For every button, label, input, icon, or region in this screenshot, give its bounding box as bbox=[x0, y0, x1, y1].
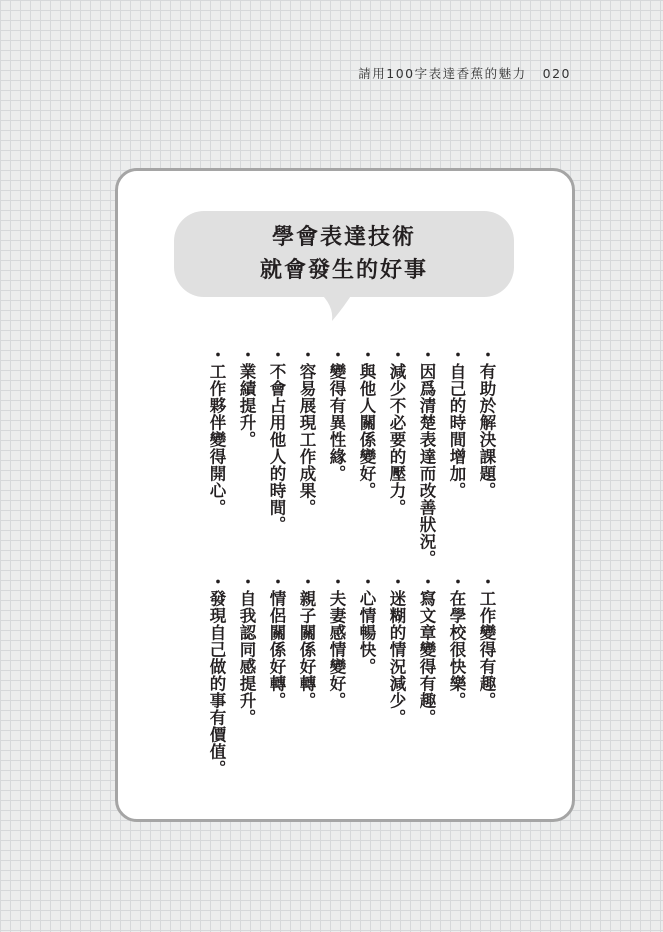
benefit-text: 親子關係好轉。 bbox=[297, 590, 316, 709]
bullet-dot: ・ bbox=[237, 573, 256, 590]
bullet-dot: ・ bbox=[477, 346, 496, 363]
benefit-item bbox=[262, 573, 290, 709]
bullet-dot: ・ bbox=[237, 346, 256, 363]
benefit-item bbox=[442, 573, 470, 709]
benefit-text: 情侶關係好轉。 bbox=[267, 590, 286, 709]
bullet-dot: ・ bbox=[297, 346, 316, 363]
page-number: 020 bbox=[542, 66, 571, 81]
bullet-dot: ・ bbox=[267, 573, 286, 590]
running-header bbox=[358, 64, 571, 82]
bullet-dot: ・ bbox=[447, 346, 466, 363]
benefit-text: 迷糊的情況減少。 bbox=[387, 590, 406, 726]
benefit-item bbox=[352, 573, 380, 675]
benefit-text: 自己的時間增加。 bbox=[447, 363, 466, 499]
speech-bubble-tail-icon bbox=[318, 291, 354, 323]
benefit-text: 因爲清楚表達而改善狀況。 bbox=[417, 363, 436, 567]
benefit-item bbox=[472, 346, 500, 499]
benefit-text: 工作夥伴變得開心。 bbox=[207, 363, 226, 516]
book-title: 請用100字表達香蕉的魅力 bbox=[358, 66, 527, 81]
bubble-title-line-1: 學會表達技術 bbox=[271, 225, 416, 250]
bullet-dot: ・ bbox=[387, 573, 406, 590]
benefit-text: 減少不必要的壓力。 bbox=[387, 363, 406, 516]
benefit-text: 業績提升。 bbox=[237, 363, 256, 448]
bullet-dot: ・ bbox=[327, 346, 346, 363]
benefit-text: 自我認同感提升。 bbox=[237, 590, 256, 726]
bullet-dot: ・ bbox=[207, 346, 226, 363]
benefit-text: 不會占用他人的時間。 bbox=[267, 363, 286, 533]
bullet-dot: ・ bbox=[417, 346, 436, 363]
bullet-dot: ・ bbox=[297, 573, 316, 590]
benefit-text: 心情暢快。 bbox=[357, 590, 376, 675]
bullet-dot: ・ bbox=[357, 346, 376, 363]
speech-bubble bbox=[174, 211, 514, 297]
benefit-item bbox=[232, 573, 260, 726]
bullet-dot: ・ bbox=[417, 573, 436, 590]
benefit-text: 容易展現工作成果。 bbox=[297, 363, 316, 516]
bubble-title-line-2: 就會發生的好事 bbox=[259, 258, 428, 283]
benefit-item bbox=[262, 346, 290, 533]
bullet-dot: ・ bbox=[357, 573, 376, 590]
benefit-item bbox=[232, 346, 260, 448]
bullet-dot: ・ bbox=[207, 573, 226, 590]
benefit-item bbox=[322, 573, 350, 709]
benefit-item bbox=[292, 346, 320, 516]
bullet-dot: ・ bbox=[267, 346, 286, 363]
benefit-item bbox=[412, 346, 440, 567]
benefit-text: 與他人關係變好。 bbox=[357, 363, 376, 499]
benefit-text: 發現自己做的事有價值。 bbox=[207, 590, 226, 777]
bullet-dot: ・ bbox=[327, 573, 346, 590]
benefit-text: 夫妻感情變好。 bbox=[327, 590, 346, 709]
benefit-item bbox=[202, 573, 230, 777]
benefit-item bbox=[382, 573, 410, 726]
benefit-item bbox=[292, 573, 320, 709]
benefit-text: 變得有異性緣。 bbox=[327, 363, 346, 482]
benefit-item bbox=[322, 346, 350, 482]
bullet-dot: ・ bbox=[447, 573, 466, 590]
benefit-text: 工作變得有趣。 bbox=[477, 590, 496, 709]
benefit-item bbox=[352, 346, 380, 499]
bullet-dot: ・ bbox=[387, 346, 406, 363]
benefit-item bbox=[202, 346, 230, 516]
bullet-dot: ・ bbox=[477, 573, 496, 590]
benefit-item bbox=[472, 573, 500, 709]
benefit-item bbox=[412, 573, 440, 726]
benefit-text: 在學校很快樂。 bbox=[447, 590, 466, 709]
benefit-item bbox=[382, 346, 410, 516]
benefit-text: 有助於解決課題。 bbox=[477, 363, 496, 499]
benefit-item bbox=[442, 346, 470, 499]
benefit-text: 寫文章變得有趣。 bbox=[417, 590, 436, 726]
content-card bbox=[115, 168, 575, 822]
